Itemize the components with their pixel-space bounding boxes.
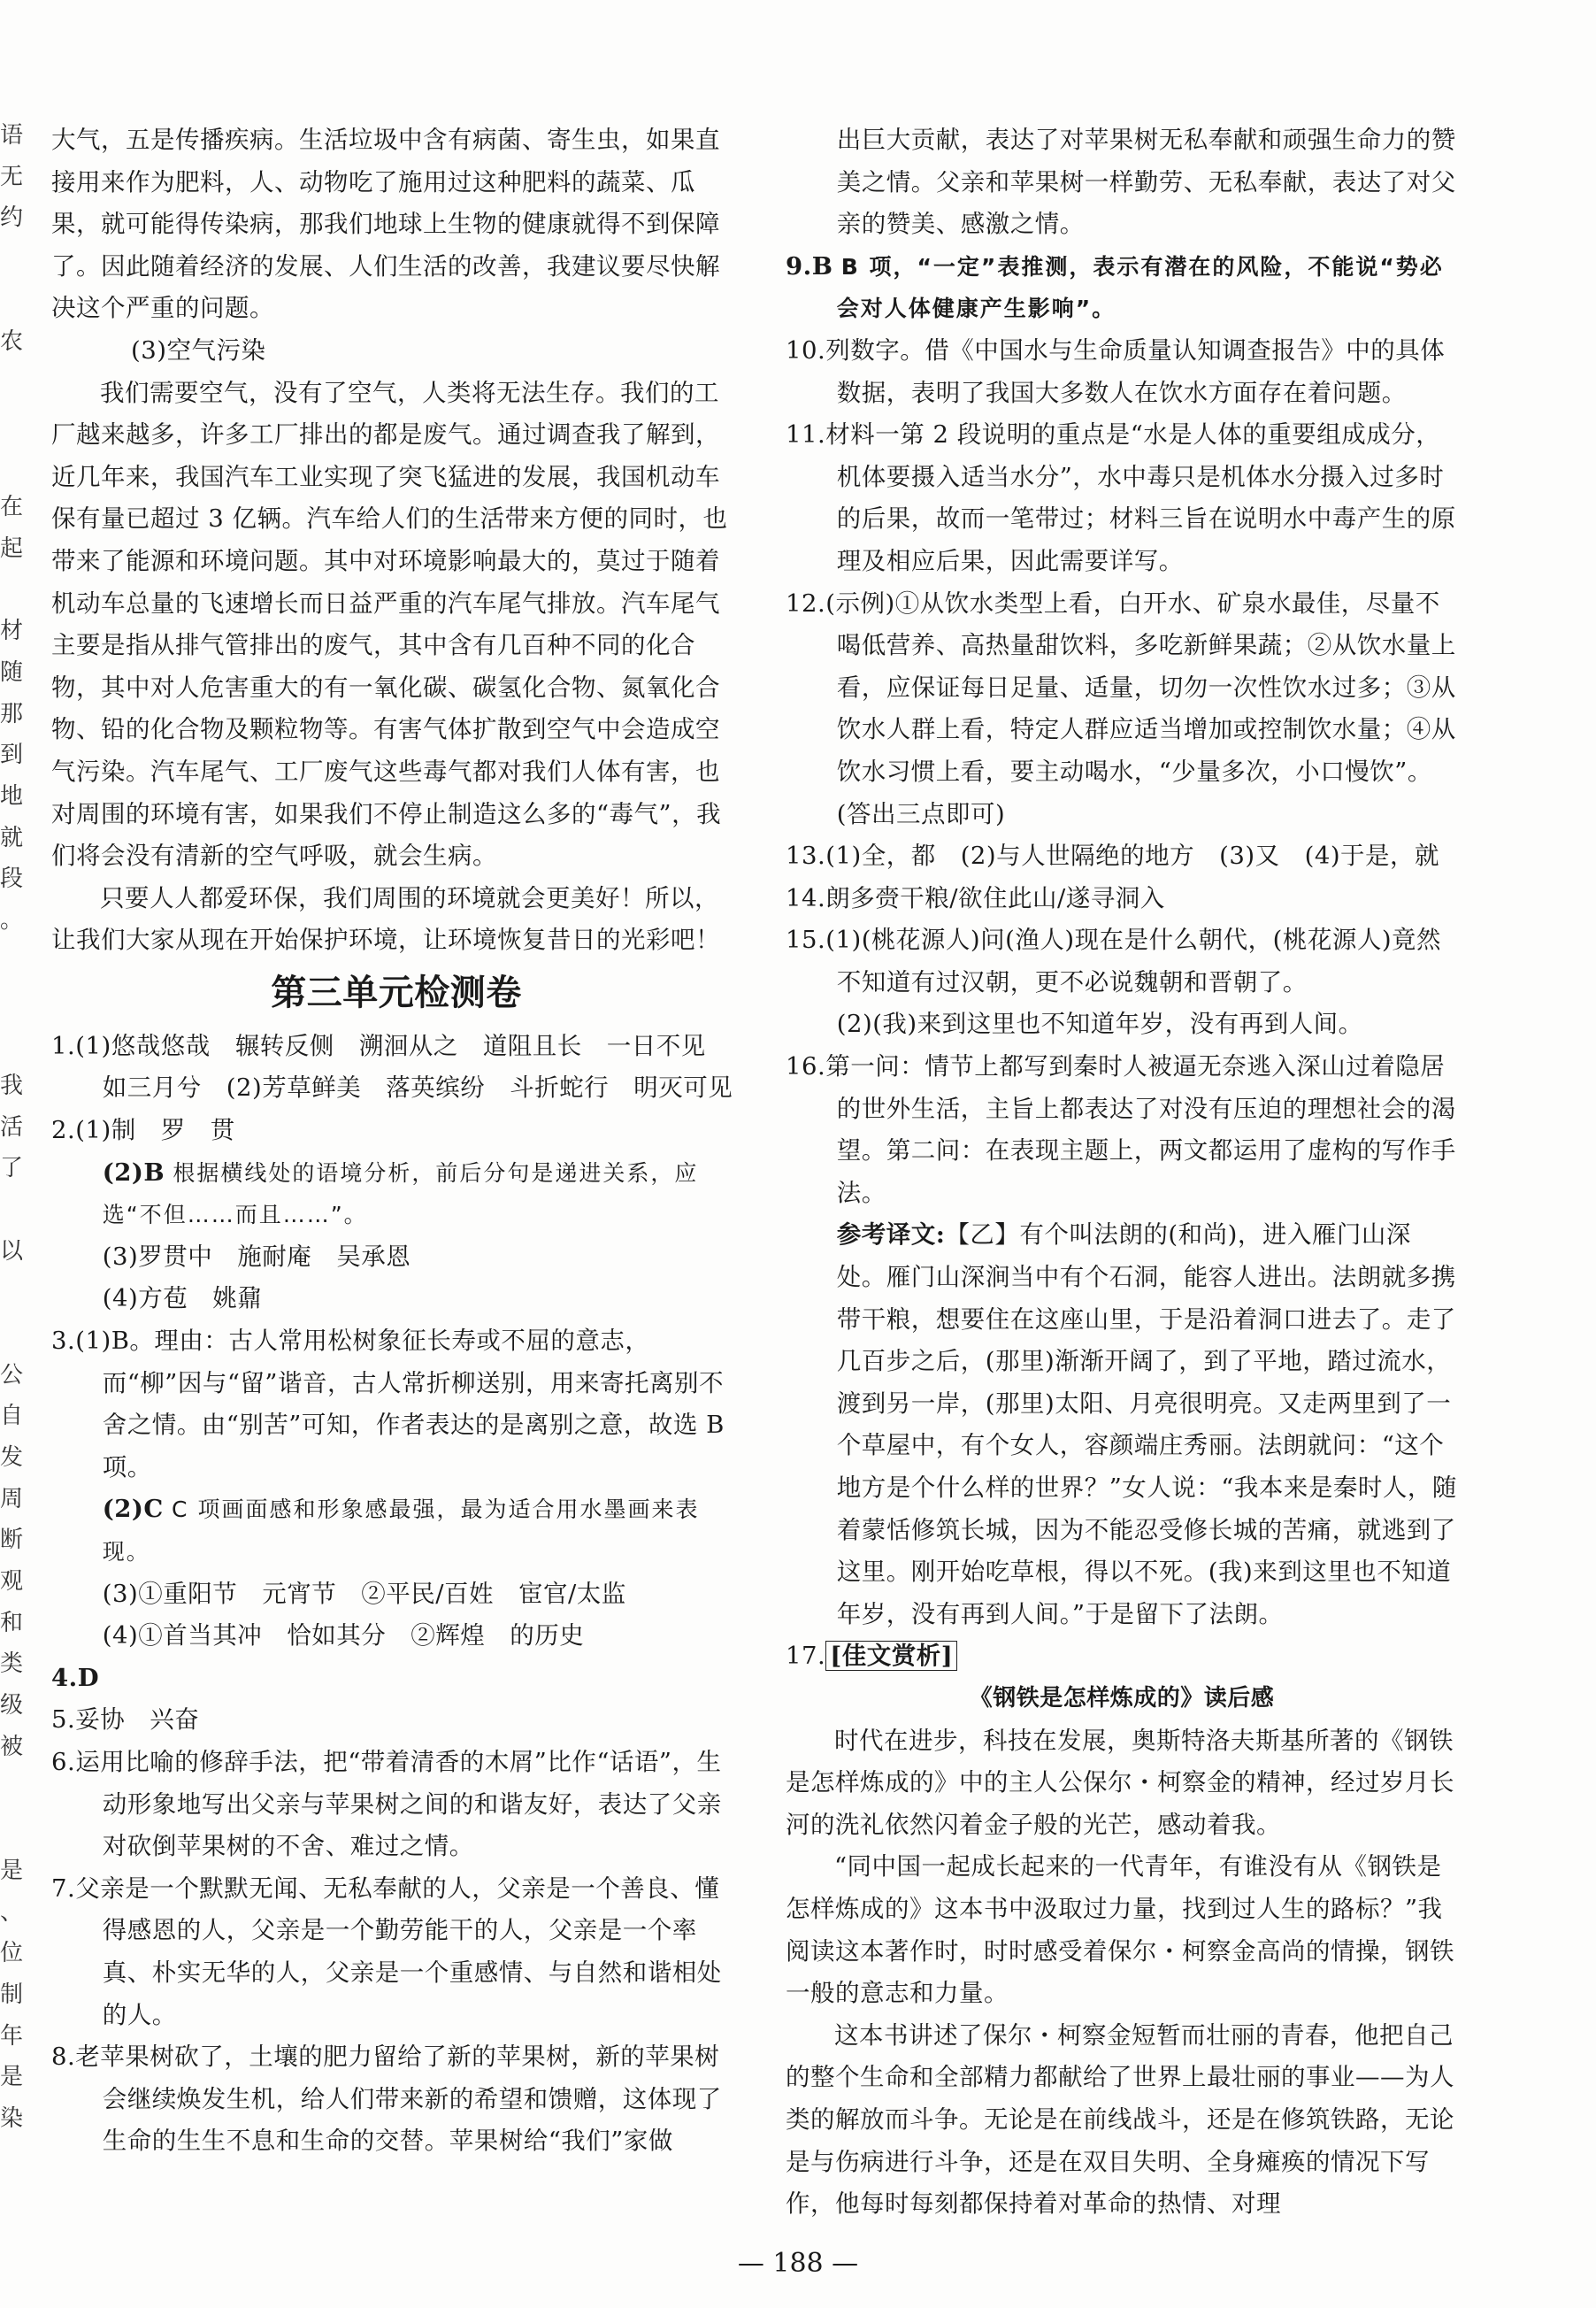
answer-item: 10.列数字。借《中国水与生命质量认知调查报告》中的具体数据，表明了我国大多数人在饮水方面存在着问题。	[786, 335, 1446, 407]
section-title: (3)空气污染	[131, 335, 266, 365]
paragraph: 这本书讲述了保尔・柯察金短暂而壮丽的青春，他把自己的整个生命和全部精力都献给了世界上最壮丽的事业——为人类的解放而斗争。无论是在前线战斗，还是在修筑铁路，无论是与伤病进行斗争，还是在双目失明、全身瘫痪的情况下写作，他每时每刻都保持着对革命的热情、对理	[786, 2020, 1454, 2219]
paragraph: 时代在进步，科技在发展，奥斯特洛夫斯基所著的《钢铁是怎样炼成的》中的主人公保尔・柯察金的精神，经过岁月长河的洗礼依然闪着金子般的光芒，感动着我。	[786, 1726, 1454, 1839]
edge-char: 级	[0, 1692, 24, 1719]
edge-char	[0, 281, 19, 322]
edge-char: 断	[0, 1527, 24, 1554]
edge-char	[0, 1809, 19, 1850]
essay-title: 《钢铁是怎样炼成的》读后感	[969, 1684, 1275, 1712]
edge-char: 制	[0, 1981, 24, 2008]
edge-char: 被	[0, 1733, 24, 1760]
edge-char	[0, 363, 19, 404]
unit-heading: 第三单元检测卷	[271, 972, 522, 1013]
page-number: — 188 —	[737, 2248, 859, 2279]
edge-char: 材	[0, 618, 24, 645]
answer-item: (4)①首当其冲 恰如其分 ②辉煌 的历史	[102, 1621, 585, 1650]
answer-item: 4.D	[51, 1663, 100, 1692]
answer-item: 17. [佳文赏析]	[786, 1635, 1458, 1678]
answer-item: 7.父亲是一个默默无闻、无私奉献的人，父亲是一个善良、懂得感恩的人，父亲是一个勤劳能干的人，父亲是一个率真、朴实无华的人，父亲是一个重感情、与自然和谐相处的人。	[51, 1873, 722, 2029]
edge-char: 那	[0, 700, 24, 727]
edge-char: 染	[0, 2105, 24, 2132]
edge-char	[0, 1768, 19, 1810]
edge-char	[0, 942, 19, 983]
answer-item: 11.材料一第 2 段说明的重点是“水是人体的重要组成成分，机体要摄入适当水分”，水中毒只是机体水分摄入过多时的后果，故而一笔带过；材料三旨在说明水中毒产生的原理及相应后果，因此需要详写。	[786, 420, 1456, 575]
edge-char: 语	[0, 122, 24, 149]
answer-item: 16.第一问：情节上都写到秦时人被逼无奈逃入深山过着隐居的世外生活，主旨上都表达了对没有压迫的理想社会的渴望。第二问：在表现主题上，两文都运用了虚构的写作手法。	[786, 1052, 1456, 1207]
translation: 参考译文:【乙】有个叫法朗的(和尚)，进入雁门山深处。雁门山深涧当中有个石洞，能容人进出。法朗就多携带干粮，想要住在这座山里，于是沿着洞口进去了。走了几百步之后，(那里)渐渐开阔了，到了平地，踏过流水，渡到另一岸，(那里)太阳、月亮很明亮。又走两里到了一个草屋中，有个女人，容颜端庄秀丽。法朗就问：“这个地方是个什么样的世界？”女人说：“我本来是秦时人，随着蒙恬修筑长城，因为不能忍受修长城的苦痛，就逃到了这里。刚开始吃草根，得以不死。(我)来到这里也不知道年岁，没有再到人间。”于是留下了法朗。	[836, 1220, 1457, 1628]
edge-char: 观	[0, 1568, 24, 1596]
edge-char	[0, 1024, 19, 1066]
edge-char: 类	[0, 1650, 24, 1678]
answer-item: 14.朗多赍干粮/欲住此山/遂寻洞入	[786, 883, 1165, 912]
answer-item: 5.妥协 兴奋	[51, 1705, 200, 1735]
edge-char: 、	[0, 1898, 24, 1926]
paragraph: 只要人人都爱环保，我们周围的环境就会更美好！所以，让我们大家从现在开始保护环境，让环境恢复昔日的光彩吧！	[51, 883, 720, 955]
section-tag: [佳文赏析]	[825, 1641, 957, 1671]
edge-char: 随	[0, 658, 24, 686]
answer-item: 6.运用比喻的修辞手法，把“带着清香的木屑”比作“话语”，生动形象地写出父亲与苹果树之间的和谐友好，表达了父亲对砍倒苹果树的不舍、难过之情。	[51, 1747, 722, 1861]
edge-char: 自	[0, 1403, 24, 1430]
left-column	[51, 119, 741, 2163]
answer-item: 13.(1)全，都 (2)与人世隔绝的地方 (3)又 (4)于是，就	[786, 842, 1440, 871]
edge-char	[0, 1313, 19, 1355]
answer-item: (3)罗贯中 施耐庵 吴承恩	[102, 1242, 411, 1271]
edge-char: 公	[0, 1361, 24, 1389]
paragraph: 大气，五是传播疾病。生活垃圾中含有病菌、寄生虫，如果直接用来作为肥料，人、动物吃了施用过这种肥料的蔬菜、瓜果，就可能得传染病，那我们地球上生物的健康就得不到保障了。因此随着经济的发展、人们生活的改善，我建议要尽快解决这个严重的问题。	[51, 126, 720, 323]
edge-char: 农	[0, 328, 24, 356]
edge-char: 无	[0, 163, 24, 190]
edge-char: 以	[0, 1237, 24, 1265]
edge-char: 发	[0, 1444, 24, 1471]
edge-char	[0, 1189, 19, 1231]
answer-item: (2)(我)来到这里也不知道年岁，没有再到人间。	[836, 1010, 1363, 1039]
edge-char: 就	[0, 824, 24, 851]
right-column	[786, 119, 1458, 2226]
answer-item: 12.(示例)①从饮水类型上看，白开水、矿泉水最佳，尽量不喝低营养、高热量甜饮料，多吃新鲜果蔬；②从饮水量上看，应保证每日足量、适量，切勿一次性饮水过多；③从饮水人群上看，特定人群应适当增加或控制饮水量；④从饮水习惯上看，要主动喝水，“少量多次，小口慢饮”。(答出三点即可)	[786, 589, 1456, 828]
edge-char: 段	[0, 866, 24, 893]
edge-char: 约	[0, 204, 24, 232]
edge-char: 活	[0, 1113, 24, 1141]
edge-char	[0, 1272, 19, 1313]
edge-char: 是	[0, 1857, 24, 1884]
left-margin-cut-text	[0, 115, 24, 2140]
edge-char: 位	[0, 1940, 24, 1967]
edge-char	[0, 982, 19, 1024]
answer-item: 8.老苹果树砍了，土壤的肥力留给了新的苹果树，新的苹果树会继续焕发生机，给人们带来新的希望和馈赠，这体现了生命的生生不息和生命的交替。苹果树给“我们”家做	[51, 2043, 722, 2156]
edge-char	[0, 570, 19, 612]
answer-item: 9.B B 项，“一定”表推测，表示有潜在的风险，不能说“势必会对人体健康产生影响”。	[786, 251, 1444, 322]
edge-char	[0, 446, 19, 488]
edge-char: 在	[0, 494, 24, 521]
edge-char	[0, 239, 19, 281]
edge-char: 。	[0, 907, 24, 935]
edge-char: 地	[0, 783, 24, 810]
answer-item: 出巨大贡献，表达了对苹果树无私奉献和顽强生命力的赞美之情。父亲和苹果树一样勤劳、无私奉献，表达了对父亲的赞美、感激之情。	[836, 126, 1456, 239]
answer-item: (2)C C 项画面感和形象感最强，最为适合用水墨画来表现。	[102, 1495, 700, 1565]
edge-char: 周	[0, 1485, 24, 1512]
edge-char: 我	[0, 1072, 24, 1099]
answer-item: 3.(1)B。理由：古人常用松树象征长寿或不屈的意志，而“柳”因与“留”谐音，古人常折柳送别，用来寄托离别不舍之情。由“别苦”可知，作者表达的是离别之意，故选 B 项。	[51, 1327, 725, 1481]
edge-char: 了	[0, 1155, 24, 1182]
edge-char: 到	[0, 742, 24, 769]
edge-char: 年	[0, 2022, 24, 2050]
paragraph: 我们需要空气，没有了空气，人类将无法生存。我们的工厂越来越多，许多工厂排出的都是废气。通过调查我了解到，近几年来，我国汽车工业实现了突飞猛进的发展，我国机动车保有量已超过 3 亿辆。汽车给人们的生活带来方便的同时，也带来了能源和环境问题。其中对环境影响最大的，莫过于随着机动车总量的飞速增长而日益严重的汽车尾气排放。汽车尾气主要是指从排气管排出的废气，其中含有几百种不同的化合物，其中对人危害重大的有一氧化碳、碳氢化合物、氮氧化合物、铅的化合物及颗粒物等。有害气体扩散到空气中会造成空气污染。汽车尾气、工厂废气这些毒气都对我们人体有害，也对周围的环境有害，如果我们不停止制造这么多的“毒气”，我们将会没有清新的空气呼吸，就会生病。	[51, 378, 728, 871]
answer-item: (2)B 根据横线处的语境分析，前后分句是递进关系，应选“不但……而且……”。	[102, 1158, 699, 1228]
edge-char: 起	[0, 535, 24, 562]
paragraph: “同中国一起成长起来的一代青年，有谁没有从《钢铁是怎样炼成的》这本书中汲取过力量，找到过人生的路标？”我阅读这本著作时，时时感受着保尔・柯察金高尚的情操，钢铁一般的意志和力量。	[786, 1852, 1454, 2008]
edge-char: 是	[0, 2064, 24, 2091]
answer-item: (4)方苞 姚鼐	[102, 1284, 263, 1313]
answer-item: (3)①重阳节 元宵节 ②平民/百姓 宦官/太监	[102, 1579, 626, 1608]
answer-item: 1.(1)悠哉悠哉 辗转反侧 溯洄从之 道阻且长 一日不见 如三月兮 (2)芳草鲜美 落英缤纷 斗折蛇行 明灭可见	[51, 1031, 733, 1103]
edge-char	[0, 404, 19, 446]
answer-item: 15.(1)(桃花源人)问(渔人)现在是什么朝代，(桃花源人)竟然不知道有过汉朝，更不必说魏朝和晋朝了。	[786, 926, 1442, 996]
answer-item: 2.(1)制 罗 贯	[51, 1116, 235, 1145]
edge-char: 和	[0, 1609, 24, 1636]
